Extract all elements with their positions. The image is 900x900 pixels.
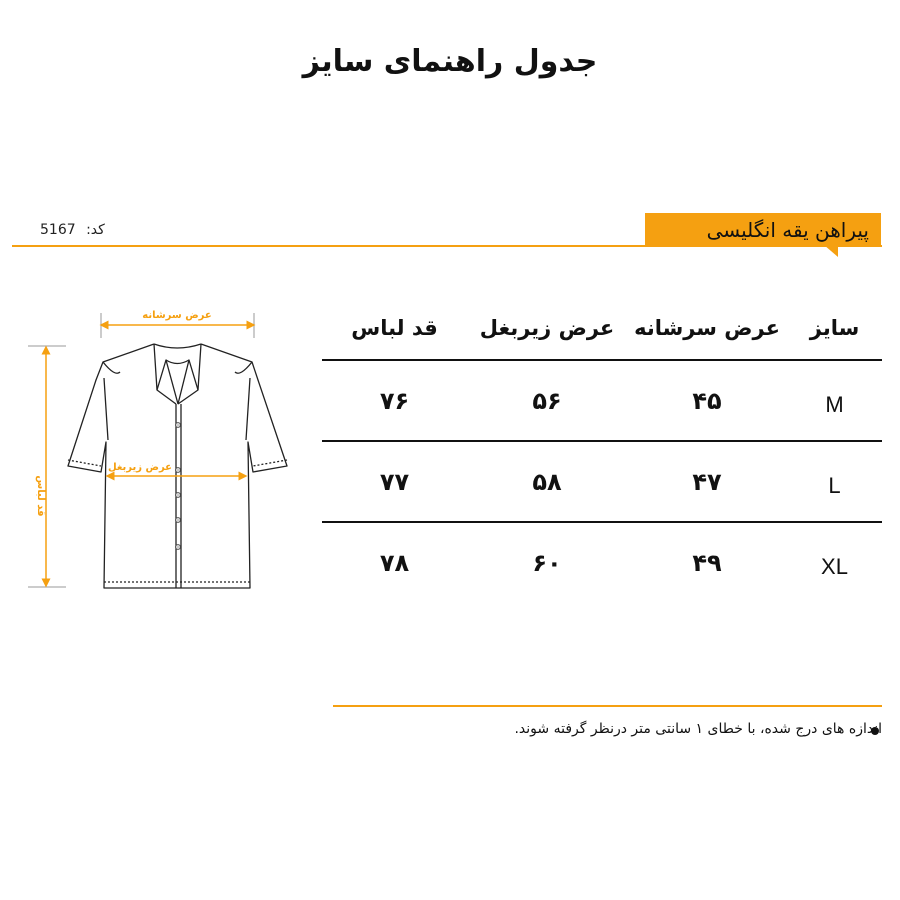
table-row (322, 360, 882, 441)
cell-chest: ۵۶ (467, 360, 627, 441)
header-length: قد لباس (322, 296, 467, 360)
header-shoulder: عرض سرشانه (627, 296, 787, 360)
cell-chest: ۶۰ (532, 548, 562, 577)
length-label: قد لباس (35, 475, 46, 517)
cell-shoulder: ۴۹ (692, 548, 722, 577)
cell-shoulder: ۴۵ (627, 360, 787, 441)
shirt-diagram (0, 290, 320, 600)
product-code-value: 5167 (40, 222, 76, 238)
table-row (322, 441, 882, 522)
tolerance-note: اندازه های درج شده، با خطای ۱ سانتی متر درنظر گرفته شوند. (514, 721, 882, 737)
cell-chest: ۵۸ (467, 441, 627, 522)
cell-length: ۷۷ (322, 441, 467, 522)
header-chest: عرض زیربغل (467, 296, 627, 360)
cell-shoulder: ۴۷ (627, 441, 787, 522)
product-name-tag: پیراهن یقه انگلیسی (645, 213, 881, 246)
cell-size: XL (821, 553, 848, 579)
chest-label: عرض زیربغل (107, 462, 173, 473)
shoulder-label: عرض سرشانه (142, 310, 212, 321)
header-size: سایز (787, 296, 882, 360)
footer-divider (333, 705, 882, 707)
shoulder-measure (101, 310, 254, 338)
size-table (322, 296, 882, 602)
cell-length: ۷۸ (379, 548, 410, 577)
table-row (322, 522, 882, 602)
tag-pointer (824, 245, 838, 257)
cell-size: L (787, 441, 882, 522)
table-header-row (322, 296, 882, 360)
page-title: جدول راهنمای سایز (302, 44, 598, 79)
cell-size: M (787, 360, 882, 441)
shirt-outline (68, 344, 287, 588)
product-code-label: کد: (86, 222, 105, 238)
cell-length: ۷۶ (322, 360, 467, 441)
product-code (40, 222, 105, 238)
length-measure (28, 346, 66, 587)
